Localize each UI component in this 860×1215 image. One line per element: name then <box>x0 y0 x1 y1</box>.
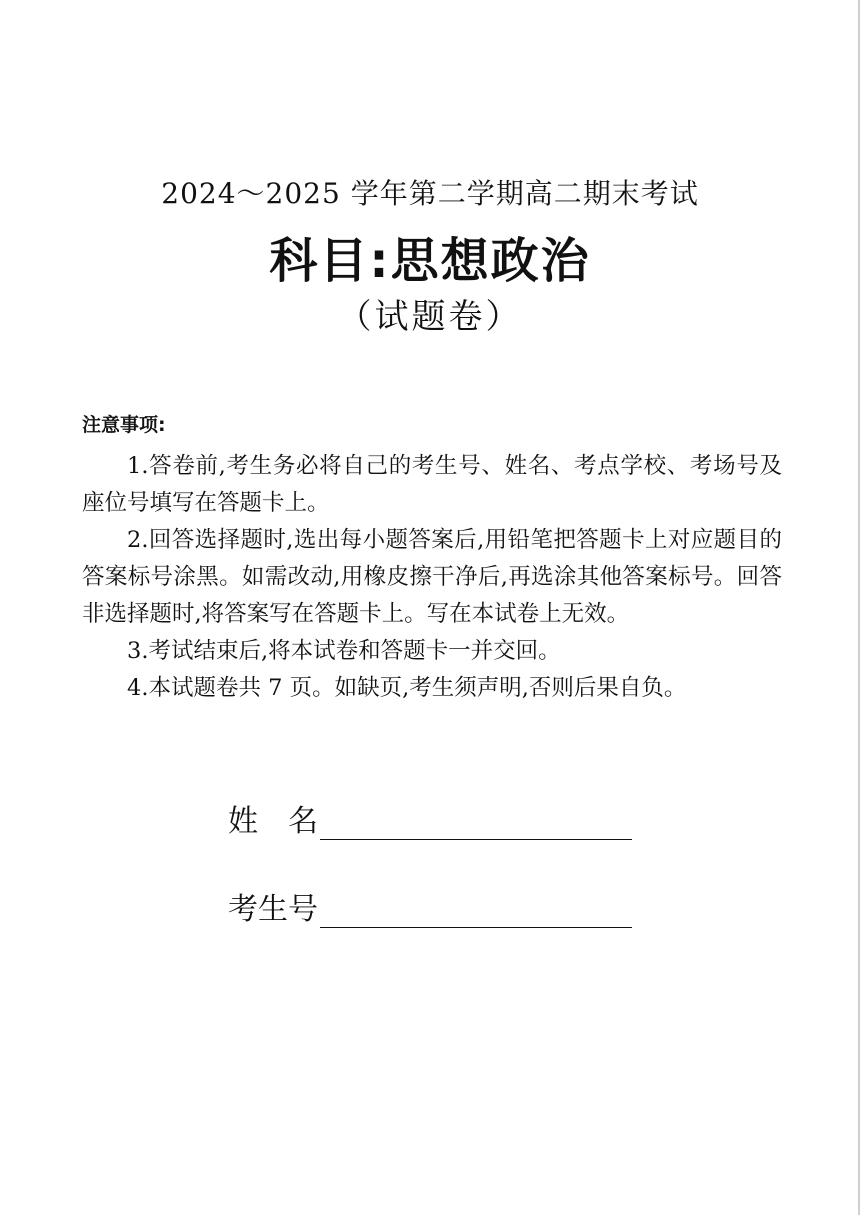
notice-item-3: 3.考试结束后,将本试卷和答题卡一并交回。 <box>127 638 561 664</box>
notice-item-2: 2.回答选择题时,选出每小题答案后,用铅笔把答题卡上对应题目的答案标号涂黑。如需改动,用橡皮擦干净后,再选涂其他答案标号。回答非选择题时,将答案写在答题卡上。写在本试卷上无效。 <box>82 527 782 627</box>
name-label: 姓 名 <box>228 804 318 839</box>
exam-title: 2024～2025 学年第二学期高二期末考试 <box>161 177 699 210</box>
name-field <box>228 800 638 844</box>
subject-title: 科目:思想政治 <box>269 233 591 289</box>
exam-number-field <box>228 888 638 932</box>
notice-section <box>82 412 782 707</box>
exam-number-write-line <box>320 927 632 928</box>
paper-type: （试题卷） <box>337 297 523 337</box>
notice-item-4: 4.本试题卷共 7 页。如缺页,考生须声明,否则后果自负。 <box>127 675 687 701</box>
exam-number-label: 考生号 <box>228 892 318 927</box>
name-write-line <box>320 839 632 840</box>
notice-item-1: 1.答卷前,考生务必将自己的考生号、姓名、考点学校、考场号及座位号填写在答题卡上。 <box>82 453 782 516</box>
notice-heading: 注意事项: <box>82 414 166 436</box>
